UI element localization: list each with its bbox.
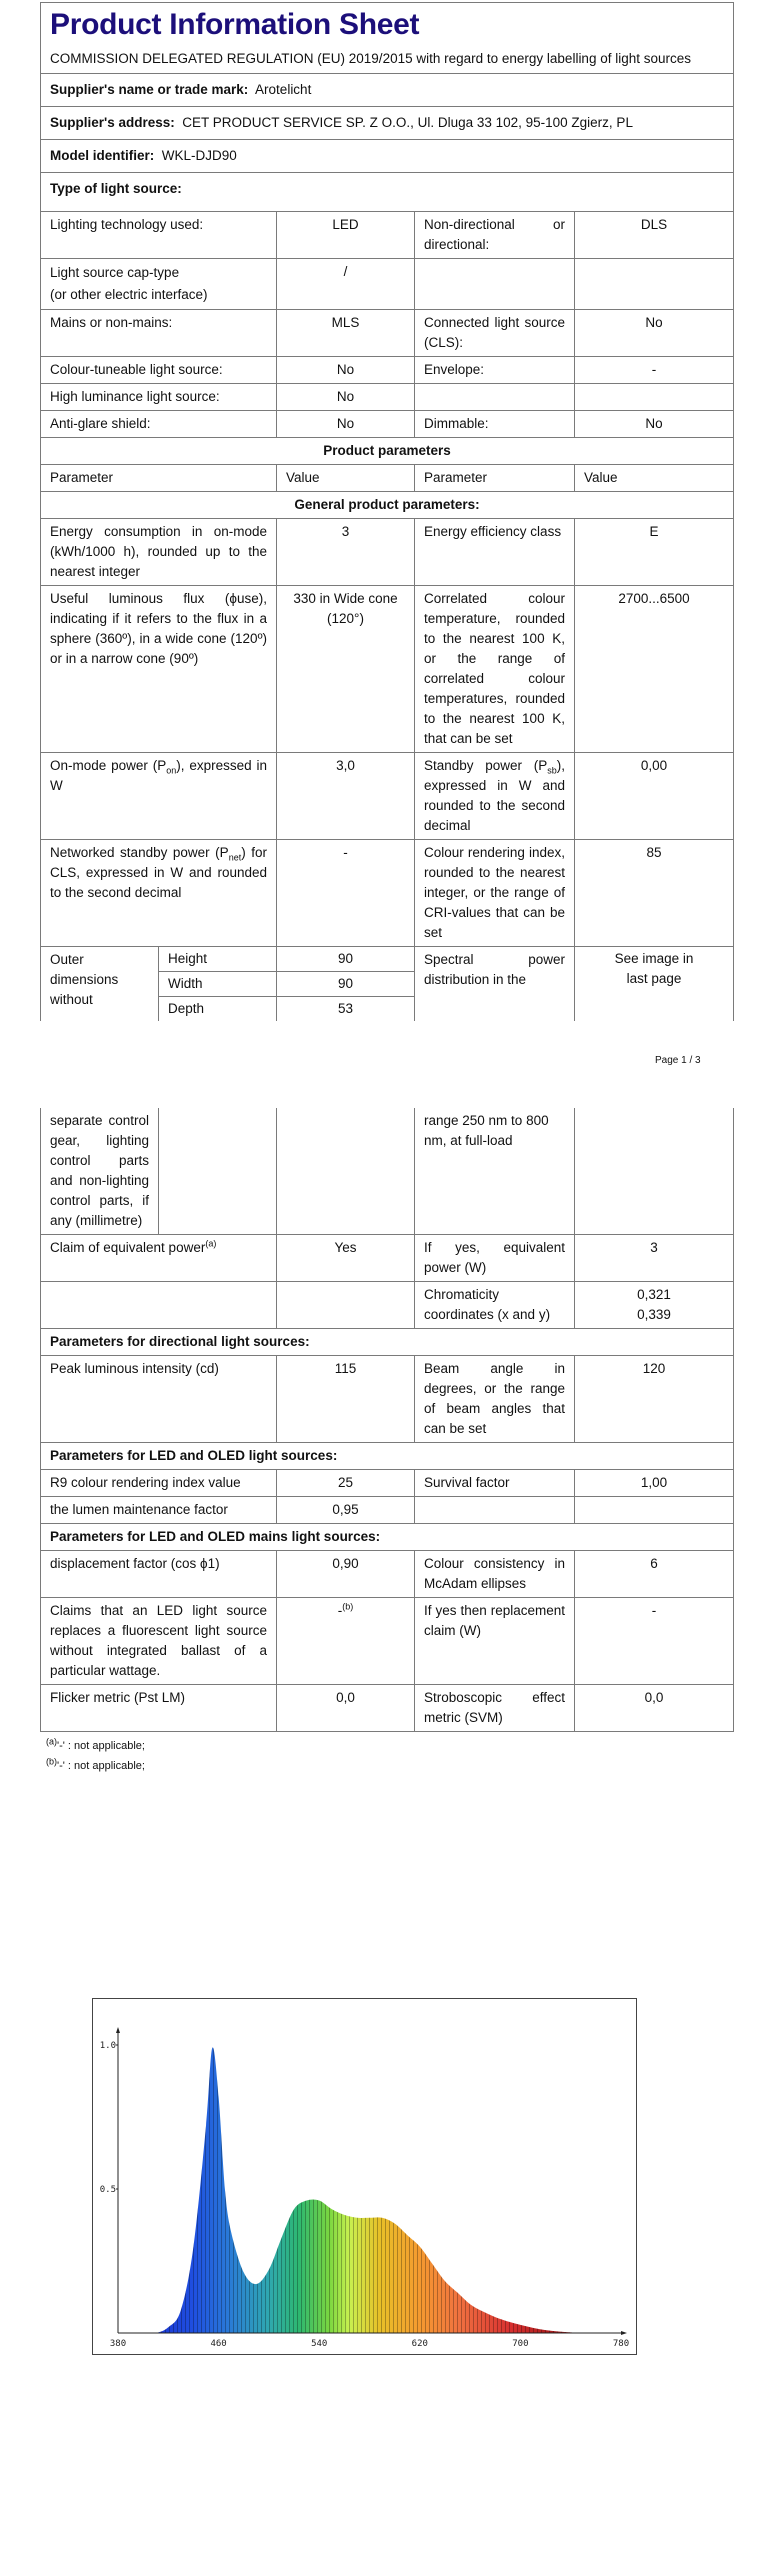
- dimension-value: 90: [277, 947, 415, 972]
- param-value: 6: [575, 1551, 734, 1598]
- general-parameters-heading: General product parameters:: [41, 492, 734, 519]
- param-value: 25: [277, 1470, 415, 1497]
- param-value: [575, 259, 734, 310]
- footnote-text: '-' : not applicable;: [57, 1760, 145, 1772]
- param-value: 3: [575, 1235, 734, 1282]
- param-value: [575, 1282, 734, 1329]
- param-label: Connected light source (CLS):: [415, 310, 575, 357]
- table-row: [41, 1470, 734, 1497]
- param-label: Colour rendering index, rounded to the nearest integer, or the range of CRI-values that can be set: [415, 840, 575, 947]
- param-value: No: [277, 411, 415, 438]
- param-label: Useful luminous flux (ϕuse), indicating if it refers to the flux in a sphere (360º), in a wide cone (120º) or in a narrow cone (90º): [41, 586, 277, 753]
- param-label: If yes, equivalent power (W): [415, 1235, 575, 1282]
- dimension-name: Height: [159, 947, 277, 972]
- param-value: No: [575, 411, 734, 438]
- table-row: [41, 259, 734, 310]
- table-row: [41, 1598, 734, 1685]
- footnote-ref: (b): [342, 1601, 354, 1612]
- param-value: DLS: [575, 212, 734, 259]
- text: ), expressed in W and rounded to the second decimal: [424, 758, 565, 833]
- column-header: Value: [277, 465, 415, 492]
- led-oled-heading: Parameters for LED and OLED light sources:: [41, 1443, 734, 1470]
- product-info-table-page1: [40, 2, 734, 1021]
- subscript: sb: [547, 765, 557, 776]
- param-value: No: [277, 384, 415, 411]
- table-row: [41, 1235, 734, 1282]
- table-row: [41, 1497, 734, 1524]
- param-value: LED: [277, 212, 415, 259]
- footnote-mark: (a): [46, 1736, 57, 1747]
- plot-area: [100, 2027, 629, 2349]
- supplier-name-value: Arotelicht: [255, 82, 312, 97]
- column-header: Value: [575, 465, 734, 492]
- directional-heading: Parameters for directional light sources:: [41, 1329, 734, 1356]
- page-1: [40, 2, 733, 1021]
- param-value: 330 in Wide cone (120°): [277, 586, 415, 753]
- table-row: [41, 1551, 734, 1598]
- x-tick-label: 460: [210, 2339, 227, 2349]
- param-value: 0,95: [277, 1497, 415, 1524]
- param-label: [415, 384, 575, 411]
- param-value: [575, 1497, 734, 1524]
- param-label: Correlated colour temperature, rounded to the nearest 100 K, or the range of correlated colour temperatures, rounded to the nearest 100 K, that can be set: [415, 586, 575, 753]
- param-value: 3: [277, 519, 415, 586]
- param-label: [41, 840, 277, 947]
- param-value: -: [575, 357, 734, 384]
- table-row: [41, 1282, 734, 1329]
- param-value: -: [575, 1598, 734, 1685]
- x-axis-arrow-icon: [621, 2331, 627, 2335]
- cap-type-label: Light source cap-type: [50, 265, 180, 280]
- dimension-name: Depth: [159, 997, 277, 1022]
- param-value: 2700...6500: [575, 586, 734, 753]
- param-value: -: [277, 840, 415, 947]
- chromaticity-y: 0,339: [637, 1307, 671, 1322]
- column-header: Parameter: [41, 465, 277, 492]
- param-value: 0,0: [277, 1685, 415, 1732]
- param-label: R9 colour rendering index value: [41, 1470, 277, 1497]
- subscript: on: [166, 765, 177, 776]
- text: -: [337, 1603, 343, 1618]
- table-row: [41, 310, 734, 357]
- chromaticity-x: 0,321: [637, 1287, 671, 1302]
- table-row: [41, 1108, 734, 1235]
- param-label: [41, 1235, 277, 1282]
- text: Standby power (P: [424, 758, 548, 773]
- param-value: Yes: [277, 1235, 415, 1282]
- param-label: Claims that an LED light source replaces a fluorescent light source without integrated ballast of a particular wattage.: [41, 1598, 277, 1685]
- text: Networked standby power (P: [50, 845, 229, 860]
- param-label: Non-directional or directional:: [415, 212, 575, 259]
- table-row: [41, 357, 734, 384]
- table-row: [41, 212, 734, 259]
- dimension-name: Width: [159, 972, 277, 997]
- param-value: MLS: [277, 310, 415, 357]
- led-oled-mains-heading: Parameters for LED and OLED mains light sources:: [41, 1524, 734, 1551]
- param-label: Survival factor: [415, 1470, 575, 1497]
- param-label: Peak luminous intensity (cd): [41, 1356, 277, 1443]
- param-label: Colour-tuneable light source:: [41, 357, 277, 384]
- text: ) for CLS, expressed in W and rounded to the second decimal: [50, 845, 267, 900]
- param-label: Spectral power distribution in the: [415, 947, 575, 1022]
- param-label: Mains or non-mains:: [41, 310, 277, 357]
- table-row: [41, 411, 734, 438]
- table-row: [41, 947, 734, 972]
- param-label: the lumen maintenance factor: [41, 1497, 277, 1524]
- model-identifier-label: Model identifier:: [50, 148, 155, 163]
- cap-type-sublabel: (or other electric interface): [50, 287, 208, 302]
- param-value: 0,0: [575, 1685, 734, 1732]
- supplier-name-row: [41, 74, 734, 107]
- param-label: displacement factor (cos ϕ1): [41, 1551, 277, 1598]
- table-row: [41, 586, 734, 753]
- param-label: Lighting technology used:: [41, 212, 277, 259]
- param-label: [41, 753, 277, 840]
- param-value: No: [575, 310, 734, 357]
- text: ), expressed in W: [50, 758, 268, 793]
- y-tick-label: 0.5: [99, 2185, 116, 2195]
- param-value: 1,00: [575, 1470, 734, 1497]
- footnote-mark: (b): [46, 1756, 57, 1767]
- footnote-a: [46, 1736, 733, 1756]
- empty-cell: [159, 1108, 277, 1235]
- empty-cell: [277, 1282, 415, 1329]
- footnote-b: [46, 1756, 733, 1776]
- param-label: High luminance light source:: [41, 384, 277, 411]
- product-info-table-page2: [40, 1108, 734, 1732]
- param-value: 115: [277, 1356, 415, 1443]
- model-identifier-row: [41, 140, 734, 173]
- supplier-name-label: Supplier's name or trade mark:: [50, 82, 249, 97]
- param-label: Dimmable:: [415, 411, 575, 438]
- type-section-heading: Type of light source:: [41, 173, 734, 212]
- y-tick-label: 1.0: [99, 2041, 116, 2051]
- param-label: [41, 259, 277, 310]
- param-label: Chromaticity coordinates (x and y): [415, 1282, 575, 1329]
- table-row: [41, 753, 734, 840]
- param-label: Energy consumption in on-mode (kWh/1000 h), rounded up to the nearest integer: [41, 519, 277, 586]
- column-header-row: [41, 465, 734, 492]
- param-label: Stroboscopic effect metric (SVM): [415, 1685, 575, 1732]
- footnote-text: '-' : not applicable;: [57, 1740, 145, 1752]
- table-row: [41, 384, 734, 411]
- param-label: Envelope:: [415, 357, 575, 384]
- param-value: 0,90: [277, 1551, 415, 1598]
- x-tick-label: 540: [311, 2339, 328, 2349]
- subscript: net: [228, 852, 242, 863]
- product-parameters-heading: Product parameters: [41, 438, 734, 465]
- text: Claim of equivalent power: [50, 1240, 206, 1255]
- param-label: Beam angle in degrees, or the range of beam angles that can be set: [415, 1356, 575, 1443]
- param-value: [277, 1598, 415, 1685]
- param-label: [415, 753, 575, 840]
- param-label: [415, 259, 575, 310]
- x-tick-label: 780: [612, 2339, 630, 2349]
- spectrum-plot: [93, 1999, 636, 2354]
- param-label: Energy efficiency class: [415, 519, 575, 586]
- x-tick-label: 700: [512, 2339, 529, 2349]
- param-value: See image in last page: [575, 947, 734, 1022]
- page-number: Page 1 / 3: [655, 1055, 701, 1066]
- spectrum-stripes: [118, 2047, 621, 2333]
- model-identifier-value: WKL-DJD90: [161, 148, 237, 163]
- param-label-continued: range 250 nm to 800 nm, at full-load: [415, 1108, 575, 1235]
- empty-cell: [277, 1108, 415, 1235]
- param-value: 120: [575, 1356, 734, 1443]
- text: On-mode power (P: [50, 758, 167, 773]
- supplier-address-label: Supplier's address:: [50, 115, 175, 130]
- param-label: [415, 1497, 575, 1524]
- page-2: [40, 1108, 733, 1776]
- y-axis-arrow-icon: [116, 2027, 120, 2033]
- param-value: [575, 384, 734, 411]
- param-label: Anti-glare shield:: [41, 411, 277, 438]
- dimensions-label: Outer dimensions without: [41, 947, 159, 1022]
- table-row: [41, 840, 734, 947]
- param-label: Flicker metric (Pst LM): [41, 1685, 277, 1732]
- param-value: 3,0: [277, 753, 415, 840]
- table-row: [41, 1356, 734, 1443]
- param-label: Colour consistency in McAdam ellipses: [415, 1551, 575, 1598]
- empty-cell: [41, 1282, 277, 1329]
- param-value: 0,00: [575, 753, 734, 840]
- dimension-value: 53: [277, 997, 415, 1022]
- x-tick-label: 380: [109, 2339, 127, 2349]
- table-row: [41, 1685, 734, 1732]
- footnotes: [40, 1736, 733, 1776]
- spectral-power-chart: [92, 1998, 637, 2355]
- dimension-value: 90: [277, 972, 415, 997]
- table-row: [41, 519, 734, 586]
- regulation-text: COMMISSION DELEGATED REGULATION (EU) 2019/2015 with regard to energy labelling of light sources: [50, 51, 691, 66]
- supplier-address-row: [41, 107, 734, 140]
- supplier-address-value: CET PRODUCT SERVICE SP. Z O.O., Ul. Dluga 33 102, 95-100 Zgierz, PL: [182, 115, 633, 130]
- param-value: /: [277, 259, 415, 310]
- param-value: 85: [575, 840, 734, 947]
- param-value: No: [277, 357, 415, 384]
- column-header: Parameter: [415, 465, 575, 492]
- param-label: If yes then replacement claim (W): [415, 1598, 575, 1685]
- page-title: Product Information Sheet: [50, 8, 420, 41]
- dimensions-label-continued: separate control gear, lighting control parts and non-lighting control parts, if any (millimetre): [41, 1108, 159, 1235]
- empty-cell: [575, 1108, 734, 1235]
- param-value: E: [575, 519, 734, 586]
- x-tick-label: 620: [411, 2339, 428, 2349]
- footnote-ref: (a): [205, 1238, 217, 1249]
